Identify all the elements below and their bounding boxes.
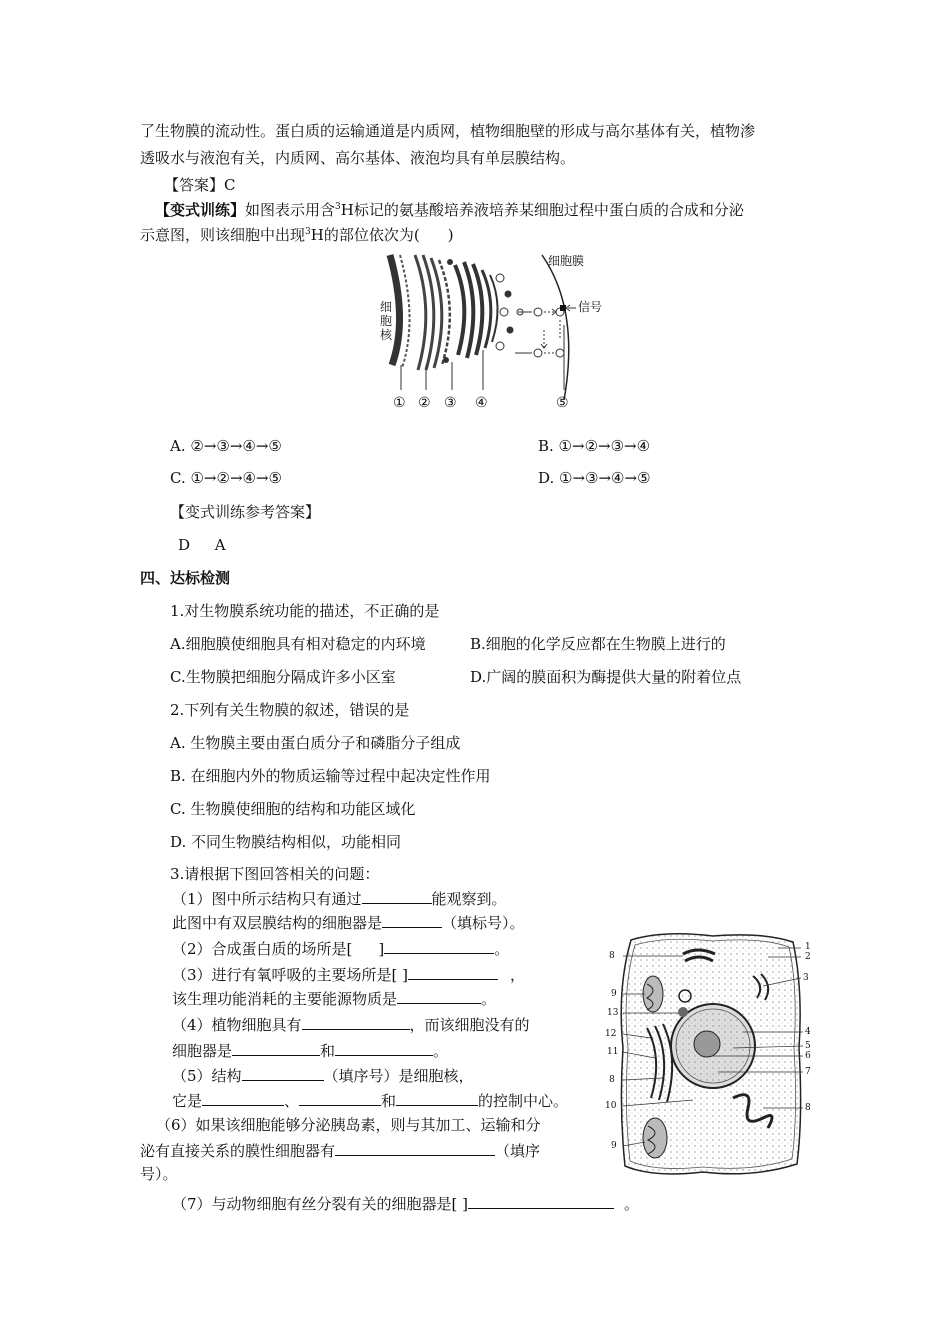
cell-membrane-label: 细胞膜	[548, 254, 585, 268]
cell-label-l8a: 8	[609, 951, 615, 961]
secretion-diagram	[380, 250, 620, 415]
q3-part-4a	[172, 1014, 530, 1035]
marker-5: ⑤	[556, 395, 569, 411]
variant-text: H的部位依次为(	[310, 226, 420, 244]
q3-text: （3）进行有氧呼吸的主要场所是[ ]	[172, 966, 409, 984]
answer-blank[interactable]	[468, 1193, 614, 1209]
answer-blank[interactable]	[396, 1090, 478, 1106]
q3-text: （填序号）是细胞核，	[323, 1067, 474, 1085]
q3-text: 和	[381, 1092, 397, 1110]
variant-ref-title: 【变式训练参考答案】	[170, 503, 321, 521]
q2-option-b: B. 在细胞内外的物质运输等过程中起决定性作用	[170, 767, 491, 785]
answer-blank[interactable]	[299, 1090, 381, 1106]
q3-text: ，而该细胞没有的	[409, 1016, 530, 1034]
cell-label-r2: 2	[805, 952, 811, 962]
q3-text: 、	[284, 1092, 300, 1110]
cell-label-r4: 4	[805, 1027, 811, 1037]
q3-part-7	[172, 1193, 639, 1214]
superscript: 3	[305, 227, 311, 237]
cell-label-l13: 13	[607, 1008, 619, 1018]
q3-text: （7）与动物细胞有丝分裂有关的细胞器是[ ]	[172, 1195, 469, 1213]
signal-label: 信号	[578, 300, 603, 314]
variant-option-a: A. ②→③→④→⑤	[170, 437, 282, 455]
q3-part-3b	[172, 988, 496, 1009]
q1-stem: 1.对生物膜系统功能的描述，不正确的是	[170, 602, 440, 620]
q3-part-5a	[172, 1065, 474, 1086]
answer-blank[interactable]	[335, 1140, 495, 1156]
q3-part-1a	[172, 888, 507, 909]
q2-option-d: D. 不同生物膜结构相似，功能相同	[170, 833, 402, 851]
q3-part-2	[172, 938, 509, 959]
q3-text: 。	[481, 990, 497, 1008]
q3-text: 的控制中心。	[478, 1092, 569, 1110]
marker-2: ②	[418, 395, 431, 411]
q3-part-6a: （6）如果该细胞能够分泌胰岛素，则与其加工、运输和分	[156, 1116, 541, 1134]
q3-part-1b	[172, 912, 525, 933]
q3-part-4b	[172, 1040, 448, 1061]
cell-label-l8b: 8	[609, 1075, 615, 1085]
q3-text: 该生理功能消耗的主要能源物质是	[172, 990, 398, 1008]
animal-cell-figure	[603, 928, 823, 1180]
q3-part-3a	[172, 964, 525, 985]
answer-blank[interactable]	[384, 938, 494, 954]
q3-text: （5）结构	[172, 1067, 242, 1085]
cell-label-r8: 8	[805, 1103, 811, 1113]
q3-part-6c: 号）。	[140, 1165, 178, 1183]
cell-label-r5: 5	[805, 1041, 811, 1051]
answer-blank[interactable]	[408, 964, 498, 980]
q3-text: 和	[320, 1042, 336, 1060]
variant-ref-answers: D A	[178, 536, 226, 554]
variant-text: 示意图，则该细胞中出现	[140, 226, 306, 244]
cell-label-l11: 11	[607, 1047, 619, 1057]
variant-question-line-2	[140, 225, 454, 245]
q3-text: （1）图中所示结构只有通过	[172, 890, 362, 908]
answer-blank[interactable]	[362, 888, 432, 904]
secretion-figure	[380, 250, 620, 415]
marker-3: ③	[444, 395, 457, 411]
q3-text: ]	[378, 940, 385, 958]
cell-label-l9a: 9	[611, 989, 617, 999]
nucleus-label-3: 核	[380, 328, 393, 342]
variant-label: 【变式训练】	[155, 201, 246, 219]
q3-text: （填序	[495, 1142, 541, 1160]
intro-line-2: 透吸水与液泡有关，内质网、高尔基体、液泡均具有单层膜结构。	[140, 149, 576, 167]
q3-stem: 3.请根据下图回答相关的问题：	[170, 865, 380, 883]
q3-text: （4）植物细胞具有	[172, 1016, 302, 1034]
cell-label-r3: 3	[803, 973, 809, 983]
superscript: 3	[335, 202, 341, 212]
q3-part-6b	[140, 1140, 540, 1161]
cell-label-r1: 1	[805, 942, 811, 952]
q3-text: ，	[510, 966, 526, 984]
answer-blank[interactable]	[382, 912, 442, 928]
variant-text: )	[447, 226, 454, 244]
q3-text: （填标号）。	[442, 914, 525, 932]
cell-label-l9b: 9	[611, 1141, 617, 1151]
q3-text: 泌有直接关系的膜性细胞器有	[140, 1142, 336, 1160]
variant-text: H标记的氨基酸培养液培养某细胞过程中蛋白质的合成和分泌	[340, 201, 744, 219]
answer-blank[interactable]	[242, 1065, 324, 1081]
q3-text: 。	[624, 1195, 640, 1213]
q1-option-a: A.细胞膜使细胞具有相对稳定的内环境	[170, 635, 426, 653]
q2-option-a: A. 生物膜主要由蛋白质分子和磷脂分子组成	[170, 734, 461, 752]
answer-blank[interactable]	[335, 1040, 433, 1056]
answer-blank[interactable]	[302, 1014, 410, 1030]
q3-part-5b	[172, 1090, 568, 1111]
answer-blank[interactable]	[397, 988, 481, 1004]
cell-label-r7: 7	[805, 1067, 811, 1077]
q2-stem: 2.下列有关生物膜的叙述，错误的是	[170, 701, 410, 719]
variant-text: 如图表示用含	[245, 201, 336, 219]
answer-blank[interactable]	[202, 1090, 284, 1106]
variant-option-c: C. ①→②→④→⑤	[170, 469, 282, 487]
marker-1: ①	[393, 395, 406, 411]
q3-text: 能观察到。	[431, 890, 507, 908]
q3-text: 。	[494, 940, 510, 958]
variant-option-b: B. ①→②→③→④	[538, 437, 651, 455]
answer-blank[interactable]	[232, 1040, 320, 1056]
q1-option-c: C.生物膜把细胞分隔成许多小区室	[170, 668, 396, 686]
cell-label-r6: 6	[805, 1051, 811, 1061]
q3-text: （2）合成蛋白质的场所是[	[172, 940, 353, 958]
cell-label-l10: 10	[605, 1101, 617, 1111]
marker-4: ④	[475, 395, 488, 411]
q3-text: 。	[433, 1042, 449, 1060]
variant-option-d: D. ①→③→④→⑤	[538, 469, 651, 487]
q3-text: 它是	[172, 1092, 203, 1110]
q3-text: 此图中有双层膜结构的细胞器是	[172, 914, 383, 932]
nucleus-label-1: 细	[380, 300, 393, 314]
q2-option-c: C. 生物膜使细胞的结构和功能区域化	[170, 800, 416, 818]
q1-option-d: D.广阔的膜面积为酶提供大量的附着位点	[470, 668, 742, 686]
q1-option-b: B.细胞的化学反应都在生物膜上进行的	[470, 635, 726, 653]
cell-label-l12: 12	[605, 1029, 617, 1039]
variant-question-line-1	[155, 200, 744, 220]
animal-cell-diagram	[603, 928, 823, 1180]
section-title: 四、达标检测	[140, 569, 231, 587]
intro-answer: 【答案】C	[164, 176, 236, 194]
nucleus-label-2: 胞	[380, 314, 393, 328]
q3-text: 细胞器是	[172, 1042, 233, 1060]
intro-line-1: 了生物膜的流动性。蛋白质的运输通道是内质网，植物细胞壁的形成与高尔基体有关，植物渗	[140, 122, 756, 140]
